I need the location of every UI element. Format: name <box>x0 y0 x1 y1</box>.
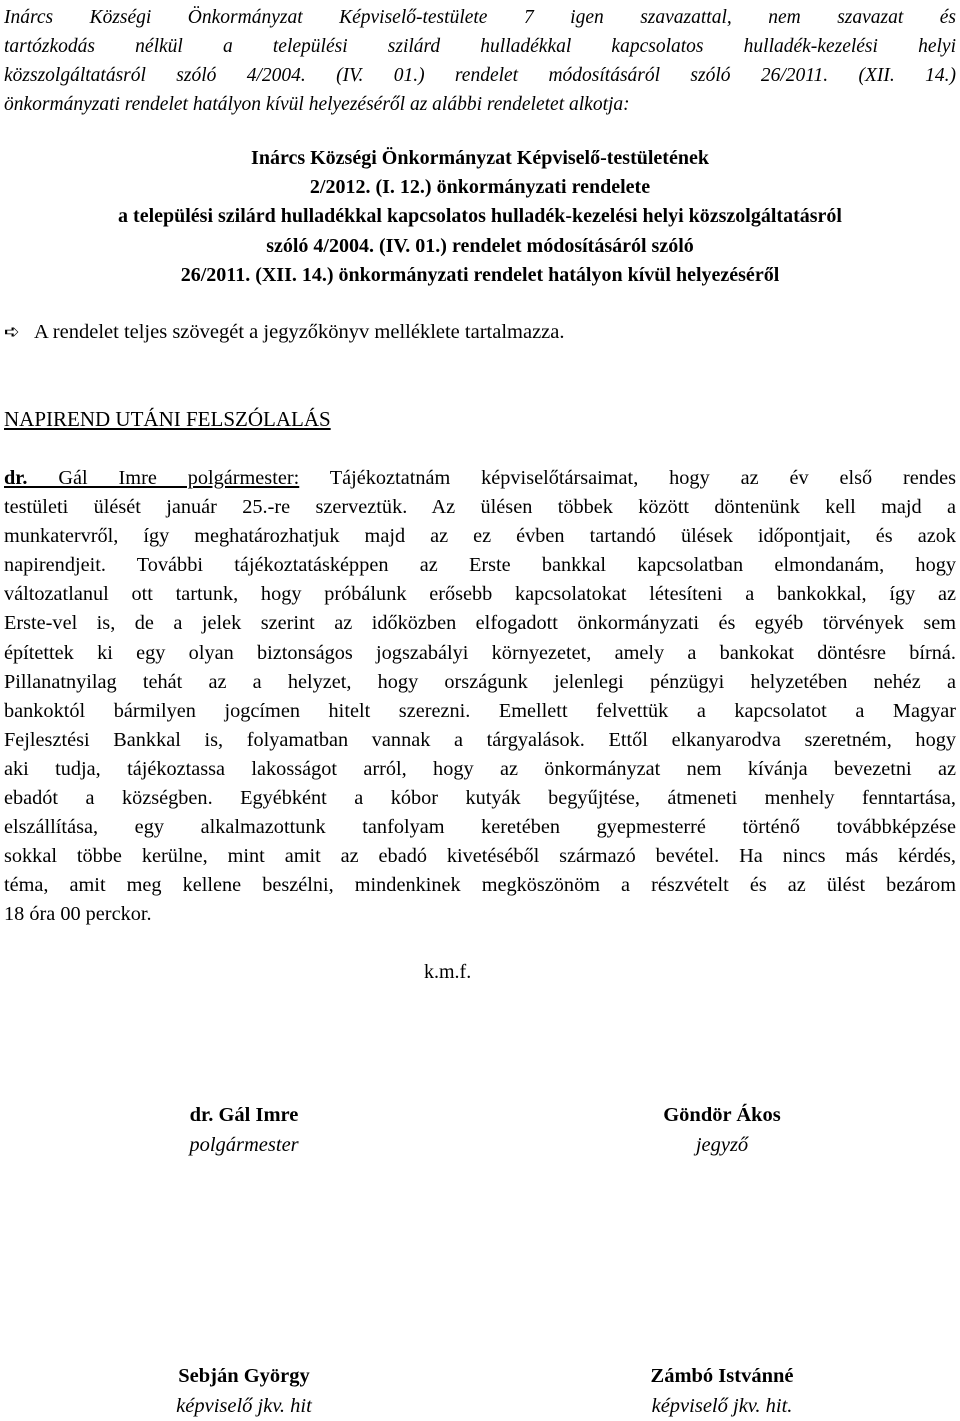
section-heading: NAPIREND UTÁNI FELSZÓLALÁS <box>4 407 331 431</box>
speech-line: 18 óra 00 perckor. <box>4 903 152 926</box>
speech-line: Pillanatnyilag tehát az a helyzet, hogy országunk jelenlegi pénzügyi helyzetében nehéz a <box>4 670 956 693</box>
speech-line: Erste-vel is, de a jelek szerint az időközben elfogadott önkormányzati és egyéb törvények sem <box>4 612 956 635</box>
intro-line: tartózkodás nélkül a települési szilárd hulladékkal kapcsolatos hulladék-kezelési helyi <box>4 36 956 57</box>
speech-line: változatlanul ott tartunk, hogy próbálunk erősebb kapcsolatokat létesíteni a bankokkal, így az <box>4 583 956 606</box>
closing-kmf: k.m.f. <box>424 961 472 983</box>
signature-representative-2 <box>598 1361 846 1421</box>
signatory-role: képviselő jkv. hit. <box>651 1395 793 1417</box>
signatory-name: dr. Gál Imre <box>189 1104 299 1126</box>
speech-line: munkatervről, így meghatározhatjuk majd az ez évben tartandó ülések időpontjait, és azok <box>4 525 956 548</box>
speech-line: téma, amit meg kellene beszélni, mindenkinek megköszönöm a részvételt és az ülést bezárom <box>4 874 956 897</box>
speech-line: Fejlesztési Bankkal is, folyamatban vannak a tárgyalások. Ettől elkanyarodva szeretném, hogy <box>4 728 956 751</box>
signatory-role: jegyző <box>695 1134 749 1156</box>
attachment-note-text: A rendelet teljes szövegét a jegyzőkönyv melléklete tartalmazza. <box>34 321 565 343</box>
intro-line: önkormányzati rendelet hatályon kívül helyezéséről az alábbi rendeletet alkotja: <box>4 94 630 115</box>
attachment-note <box>4 318 565 347</box>
speech-line: napirendjeit. További tájékoztatásképpen az Erste bankkal kapcsolatban elmondanám, hogy <box>4 554 956 577</box>
speech-line <box>4 464 956 493</box>
speech-line: testületi ülését január 25.-re szerveztük. Az ülésen többek között döntenünk kell majd a <box>4 496 956 519</box>
resolution-line: a települési szilárd hulladékkal kapcsolatos hulladék-kezelési helyi közszolgáltatásról <box>118 205 842 228</box>
intro-line: Inárcs Községi Önkormányzat Képviselő-testülete 7 igen szavazattal, nem szavazat és <box>4 7 956 28</box>
speech-line: elszállítása, egy alkalmazottunk tanfolyam keretében gyepmesterré történő továbbképzése <box>4 816 956 839</box>
speech-first-line-text: Tájékoztatnám képviselőtársaimat, hogy az év első rendes <box>299 467 956 489</box>
speech-line: bankoktól bármilyen jogcímen hitelt szerezni. Emellett felvettük a kapcsolatot a Magyar <box>4 699 956 722</box>
signature-notary <box>598 1100 846 1160</box>
resolution-line: 26/2011. (XII. 14.) önkormányzati rendelet hatályon kívül helyezéséről <box>180 263 780 286</box>
signatory-name: Göndör Ákos <box>663 1104 781 1126</box>
speech-paragraph <box>4 464 956 930</box>
speech-line: építettek ki egy olyan biztonságos jogszabályi környezetet, amely a bankokat döntésre bírná. <box>4 641 956 664</box>
speech-line: sokkal többe kerülne, mint amit az ebadó kivetéséből származó bevétel. Ha nincs más kérdés, <box>4 845 956 868</box>
resolution-line: Inárcs Községi Önkormányzat Képviselő-testületének <box>251 147 709 169</box>
resolution-line: 2/2012. (I. 12.) önkormányzati rendelete <box>309 176 651 199</box>
speech-line: ebadót a községben. Egyébként a kóbor kutyák begyűjtése, átmeneti menhely fenntartása, <box>4 787 956 810</box>
intro-line: közszolgáltatásról szóló 4/2004. (IV. 01.) rendelet módosításáról szóló 26/2011. (XII. 14.) <box>4 65 956 86</box>
speaker-label <box>4 467 299 489</box>
signature-mayor <box>120 1100 368 1160</box>
signatory-name: Sebján György <box>178 1365 310 1387</box>
speaker-name: Gál Imre polgármester: <box>27 467 300 489</box>
signature-representative-1 <box>120 1361 368 1421</box>
signatory-role: képviselő jkv. hit <box>176 1395 312 1417</box>
speaker-title: dr. <box>4 467 28 489</box>
speech-line: aki tudja, tájékoztassa lakosságot arról, hogy az önkormányzat nem kívánja bevezetni az <box>4 757 956 780</box>
signatory-name: Zámbó Istvánné <box>650 1365 794 1387</box>
resolution-line: szóló 4/2004. (IV. 01.) rendelet módosításáról szóló <box>266 234 694 257</box>
arrow-icon: ➪ <box>4 321 20 343</box>
resolution-title <box>4 144 956 290</box>
signatory-role: polgármester <box>189 1134 299 1156</box>
intro-paragraph <box>4 3 956 119</box>
